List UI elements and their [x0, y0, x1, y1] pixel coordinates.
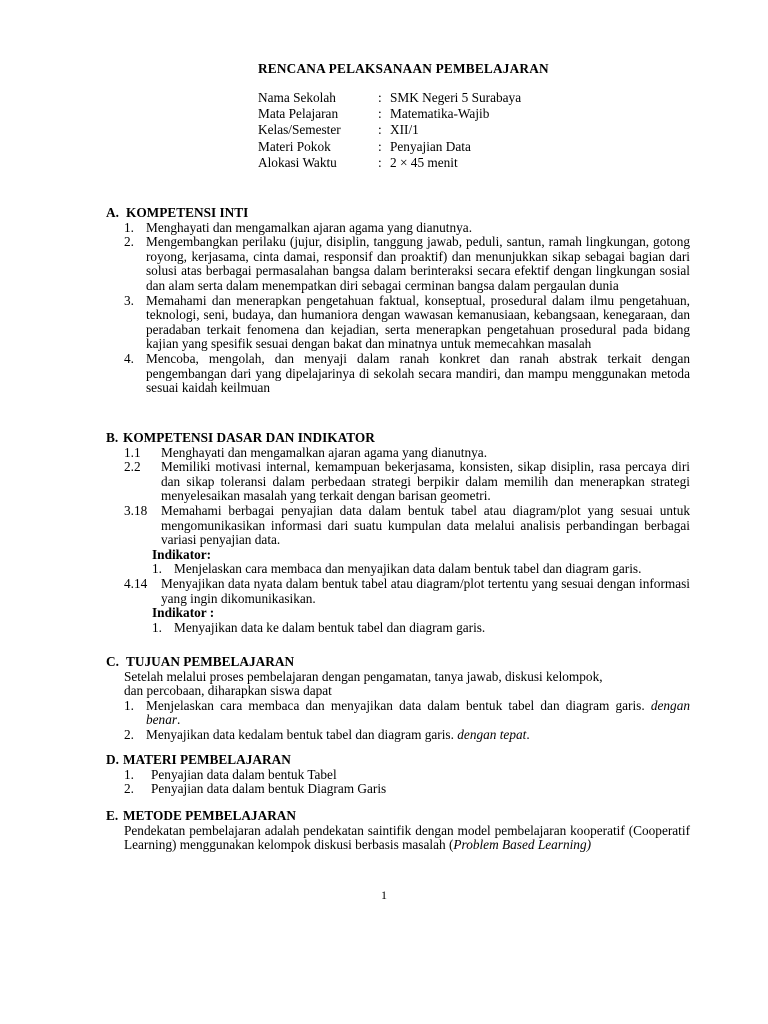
indicator-label: Indikator: [152, 546, 212, 562]
list-text: Menghayati dan mengamalkan ajaran agama yang dianutnya. [146, 219, 473, 235]
section-title: MATERI PEMBELAJARAN [123, 752, 291, 767]
identity-colon: : [378, 90, 382, 105]
list-number: 4.14 [124, 575, 148, 591]
identity-value: SMK Negeri 5 Surabaya [390, 90, 522, 105]
section-heading [106, 753, 690, 768]
identity-label: Materi Pokok [258, 138, 331, 154]
section-kompetensi-inti [106, 206, 690, 396]
identity-label: Mata Pelajaran [258, 106, 339, 122]
identity-value: 2 × 45 menit [390, 154, 458, 170]
identity-value: Penyajian Data [390, 138, 471, 154]
list-item [106, 728, 690, 743]
paragraph: dan percobaan, diharapkan siswa dapat [124, 683, 332, 699]
section-tujuan-pembelajaran [106, 655, 690, 743]
list-number: 1. [124, 697, 134, 713]
list-number: 3. [124, 292, 134, 308]
list-number: 1. [152, 561, 162, 577]
list-item [106, 221, 690, 236]
list-text: Menghayati dan mengamalkan ajaran agama yang dianutnya. [161, 444, 488, 460]
list-item [106, 235, 690, 293]
section-letter: B. [106, 430, 119, 445]
paragraph [106, 824, 690, 853]
section-heading [106, 809, 690, 824]
list-text: Menjelaskan cara membaca dan menyajikan data dalam bentuk tabel dan diagram garis. [174, 561, 642, 577]
list-item [106, 768, 690, 783]
identity-label: Kelas/Semester [258, 122, 341, 138]
identity-label: Nama Sekolah [258, 90, 336, 105]
list-text: Mengembangkan perilaku (jujur, disiplin, tanggung jawab, peduli, santun, ramah lingkungan, gotong royong, kerjasama, cinta damai, responsif dan proaktif) dan menunjukkan sikap sebagai bagian dari solusi atas berbagai permasalahan bangsa dalam berinteraksi secara efektif dengan lingkungan sosial dan alam serta dalam menempatkan diri sebagai cerminan bangsa dalam pergaulan dunia [146, 234, 690, 293]
list-text: Menjelaskan cara membaca dan menyajikan data dalam bentuk tabel dan diagram garis. dengan benar. [146, 697, 690, 728]
section-letter: C. [106, 654, 119, 669]
section-title: METODE PEMBELAJARAN [123, 808, 296, 823]
list-text: Penyajian data dalam bentuk Diagram Garis [151, 781, 387, 797]
list-text: Memahami dan menerapkan pengetahuan faktual, konseptual, prosedural dalam ilmu pengetahuan, teknologi, seni, budaya, dan humaniora dengan wawasan kemanusiaan, kebangsaan, kenegaraan, dan peradaban terkait fenomena dan kejadian, serta menerapkan pengetahuan prosedural pada bidang kajian yang spesifik sesuai dengan bakat dan minatnya untuk memecahkan masalah [146, 292, 690, 352]
section-letter: A. [106, 205, 119, 220]
identity-value: Matematika-Wajib [390, 106, 490, 122]
list-item [106, 504, 690, 548]
identity-colon: : [378, 106, 382, 122]
list-text: Menyajikan data kedalam bentuk tabel dan diagram garis. dengan tepat. [146, 726, 530, 742]
list-item [106, 446, 690, 461]
list-item [106, 294, 690, 352]
list-number: 1.1 [124, 444, 141, 460]
paragraph: Setelah melalui proses pembelajaran dengan pengamatan, tanya jawab, diskusi kelompok, [124, 668, 603, 684]
identity-label: Alokasi Waktu [258, 154, 337, 170]
section-title: KOMPETENSI INTI [126, 205, 249, 220]
list-text: Mencoba, mengolah, dan menyaji dalam ranah konkret dan ranah abstrak terkait dengan pengembangan dari yang dipelajarinya di sekolah secara mandiri, dan mampu menggunakan metoda sesuai kaidah keilmuan [146, 350, 690, 396]
list-item [106, 699, 690, 728]
indicator-item [106, 621, 690, 636]
list-text-emphasis: dengan benar [146, 697, 690, 728]
identity-colon: : [378, 154, 382, 170]
identity-value: XII/1 [390, 122, 419, 138]
identity-row [258, 90, 521, 106]
list-number: 1. [124, 219, 134, 235]
list-text: Menyajikan data nyata dalam bentuk tabel atau diagram/plot tertentu yang sesuai dengan informasi yang ingin dikomunikasikan. [161, 575, 690, 606]
section-heading [106, 655, 690, 670]
identity-row [258, 122, 521, 138]
paragraph-emphasis: Problem Based Learning) [453, 837, 592, 853]
list-number: 2. [124, 726, 134, 742]
list-number: 4. [124, 350, 134, 366]
list-number: 2. [124, 781, 134, 797]
list-text-emphasis: dengan tepat [457, 726, 527, 742]
page-number: 1 [381, 888, 387, 902]
identity-table [258, 90, 521, 171]
document-title: RENCANA PELAKSANAAN PEMBELAJARAN [258, 61, 549, 76]
indicator-label: Indikator : [152, 605, 215, 621]
section-heading [106, 431, 690, 446]
list-number: 1. [124, 766, 134, 782]
section-letter: D. [106, 752, 119, 767]
identity-row [258, 106, 521, 122]
section-heading [106, 206, 690, 221]
list-number: 1. [152, 619, 162, 635]
list-item [106, 460, 690, 504]
list-item [106, 352, 690, 396]
identity-colon: : [378, 122, 382, 138]
identity-colon: : [378, 138, 382, 154]
list-item [106, 577, 690, 606]
list-text-body: Menyajikan data kedalam bentuk tabel dan diagram garis. [146, 726, 454, 742]
list-text: Memiliki motivasi internal, kemampuan bekerjasama, konsisten, sikap disiplin, rasa percaya diri dan sikap toleransi dalam perbedaan strategi berpikir dalam memilih dan menerapkan strategi menyelesaikan masalah yang terkait dengan barisan geometri. [161, 459, 690, 504]
indicator-item [106, 562, 690, 577]
list-text: Menyajikan data ke dalam bentuk tabel dan diagram garis. [174, 619, 486, 635]
list-text-body: Menjelaskan cara membaca dan menyajikan data dalam bentuk tabel dan diagram garis. [146, 697, 645, 713]
list-text: Memahami berbagai penyajian data dalam bentuk tabel atau diagram/plot yang sesuai untuk mengomunikasikan informasi dari suatu kumpulan data melalui analisis perbandingan berbagai variasi penyajian data. [161, 502, 690, 548]
list-number: 3.18 [124, 502, 148, 518]
section-letter: E. [106, 808, 119, 823]
identity-row [258, 139, 521, 155]
list-text: Penyajian data dalam bentuk Tabel [151, 766, 337, 782]
list-number: 2.2 [124, 459, 141, 475]
section-title: KOMPETENSI DASAR DAN INDIKATOR [123, 430, 375, 445]
list-number: 2. [124, 234, 134, 250]
section-materi-pembelajaran [106, 753, 690, 797]
identity-row [258, 155, 521, 171]
paragraph-body: Pendekatan pembelajaran adalah pendekatan saintifik dengan model pembelajaran kooperatif (Cooperatif Learning) menggunakan kelompok diskusi berbasis masalah ( [124, 822, 690, 853]
section-kompetensi-dasar [106, 431, 690, 635]
section-metode-pembelajaran [106, 809, 690, 853]
list-item [106, 782, 690, 797]
section-title: TUJUAN PEMBELAJARAN [126, 654, 295, 669]
